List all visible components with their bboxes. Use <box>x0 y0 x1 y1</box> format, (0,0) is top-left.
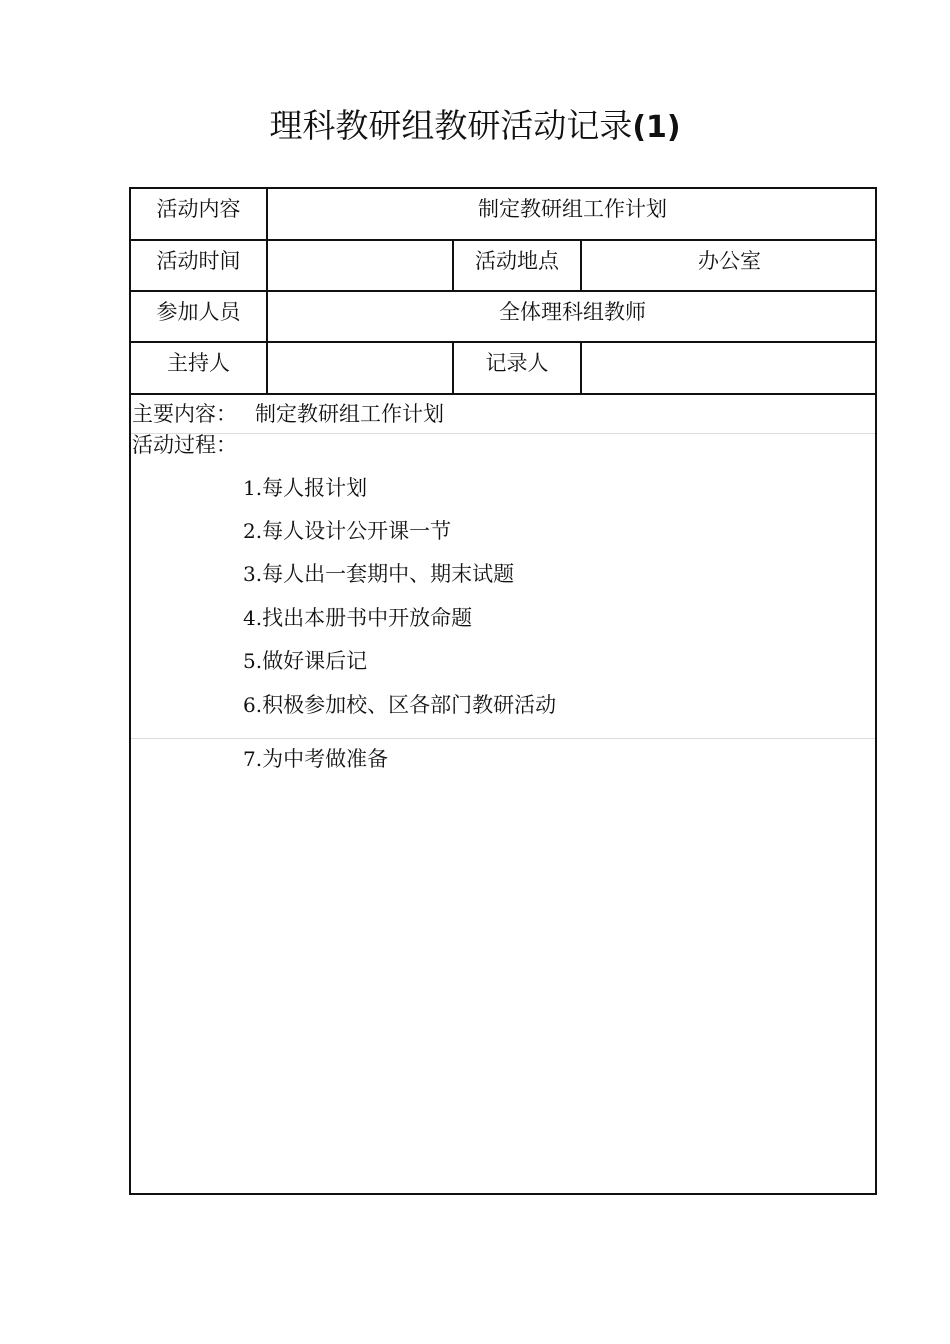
record-table <box>129 187 877 1195</box>
process-item-number: 4. <box>243 606 263 630</box>
recorder-value <box>582 343 877 393</box>
participants-label: 参加人员 <box>156 300 241 324</box>
activity-place-label: 活动地点 <box>475 249 559 273</box>
process-item <box>243 692 556 718</box>
process-item <box>243 518 451 544</box>
activity-content-value: 制定教研组工作计划 <box>478 197 667 221</box>
host-label: 主持人 <box>167 351 230 375</box>
participants-value: 全体理科组教师 <box>499 300 646 324</box>
page-title <box>0 104 950 150</box>
main-content-value: 制定教研组工作计划 <box>255 402 444 426</box>
process-item <box>243 648 367 674</box>
process-item-number: 1. <box>243 476 263 500</box>
process-item-text: 每人设计公开课一节 <box>262 519 452 543</box>
process-item <box>243 746 388 772</box>
main-content-label: 主要内容： <box>132 402 237 426</box>
process-item-number: 2. <box>243 519 263 543</box>
process-item <box>243 605 472 631</box>
light-divider <box>131 738 875 739</box>
activity-time-value <box>268 241 452 290</box>
page-title-text: 理科教研组教研活动记录 <box>269 106 633 145</box>
process-item-number: 5. <box>243 649 263 673</box>
process-item-text: 每人报计划 <box>262 476 368 500</box>
process-item <box>243 475 367 501</box>
activity-place-value: 办公室 <box>698 249 761 273</box>
row-divider <box>131 393 875 395</box>
light-divider <box>131 433 875 434</box>
process-item-number: 6. <box>243 693 263 717</box>
recorder-label: 记录人 <box>485 351 549 375</box>
activity-time-label: 活动时间 <box>156 249 241 273</box>
process-item-text: 做好课后记 <box>262 649 368 673</box>
process-item <box>243 561 514 587</box>
process-item-text: 积极参加校、区各部门教研活动 <box>262 693 557 717</box>
main-content-line <box>132 401 444 427</box>
process-item-text: 为中考做准备 <box>262 747 389 771</box>
activity-content-label: 活动内容 <box>156 197 241 221</box>
process-item-number: 3. <box>243 562 263 586</box>
process-label: 活动过程： <box>132 433 237 457</box>
process-item-text: 每人出一套期中、期末试题 <box>262 562 515 586</box>
page-title-number: (1) <box>632 110 681 145</box>
host-value <box>268 343 452 393</box>
process-item-text: 找出本册书中开放命题 <box>262 606 473 630</box>
process-item-number: 7. <box>243 747 263 771</box>
